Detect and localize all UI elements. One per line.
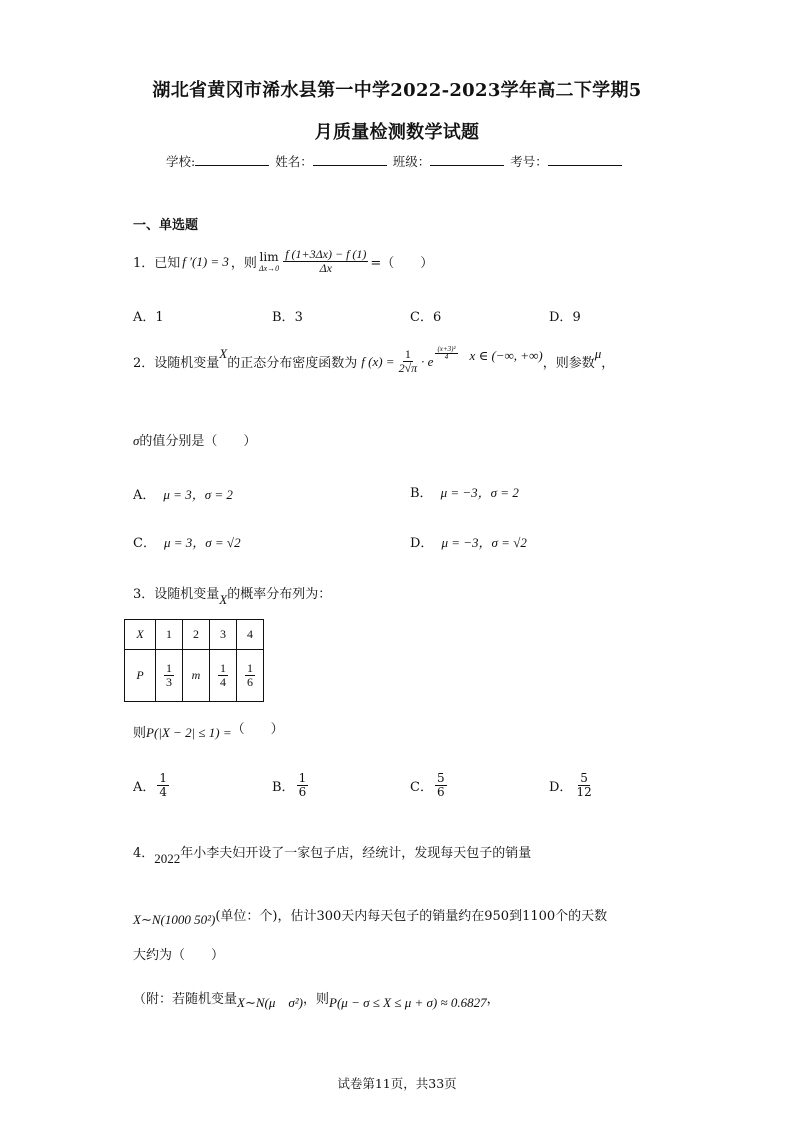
frac-numerator: 1: [220, 660, 226, 675]
table-cell: [237, 650, 264, 702]
q4-number: 4．: [133, 846, 155, 861]
frac-denominator: 4: [220, 675, 226, 689]
table-cell: [156, 650, 183, 702]
option-label: A．: [133, 310, 156, 325]
frac-numerator: 1: [298, 771, 307, 785]
q2-option-a[interactable]: [133, 484, 233, 503]
table-row: [125, 620, 264, 650]
q4-note-prefix: （附：若随机变量: [133, 992, 238, 1007]
exam-number-blank: [548, 154, 622, 166]
option-label: A．: [133, 488, 156, 503]
frac-numerator: 5: [436, 771, 445, 785]
page-title-line-2: 月质量检测数学试题: [314, 122, 480, 143]
q4-text-2: (单位：个)，估计300天内每天包子的销量约在950到1100个的天数: [215, 909, 608, 924]
q2-variable: X: [219, 345, 228, 361]
q2-exp-base: · e: [421, 353, 434, 369]
q3-option-d[interactable]: [549, 772, 596, 799]
option-label: C．: [410, 310, 433, 325]
q2-domain: x ∈ (−∞, +∞): [469, 347, 543, 363]
q4-note-mid: ，则: [303, 992, 330, 1007]
q2-text: 的正态分布密度函数为: [227, 356, 358, 372]
q1-denominator: Δx: [319, 261, 332, 276]
option-value: μ = 3，σ = √2: [163, 535, 241, 550]
q2-number: 2．设随机变量: [133, 356, 220, 372]
option-value: μ = −3，σ = 2: [440, 485, 519, 500]
option-value: 1: [155, 310, 164, 325]
name-blank: [313, 154, 387, 166]
name-label: 姓名：: [275, 154, 313, 169]
option-label: A．: [133, 780, 156, 796]
limit-symbol: lim: [259, 250, 279, 265]
q4-note: [133, 988, 500, 1010]
q2-mu: μ: [594, 345, 602, 361]
q1-limit: [259, 250, 279, 273]
exp-numerator: (x+3)²: [437, 344, 456, 353]
frac-denominator: 6: [436, 785, 445, 800]
q1-then: ，则: [230, 256, 257, 272]
frac-denominator: 6: [247, 675, 253, 689]
q3-variable: X: [219, 592, 228, 607]
option-label: B．: [272, 780, 295, 796]
q2-text-2: ，则参数: [542, 356, 595, 372]
table-cell: 3: [210, 620, 237, 650]
page-title-line-1: 湖北省黄冈市浠水县第一中学2022-2023学年高二下学期5: [152, 80, 642, 101]
frac-denominator: 6: [298, 785, 307, 800]
question-3: [133, 583, 332, 607]
q3-option-c[interactable]: [410, 772, 449, 799]
q3-option-b[interactable]: [272, 772, 310, 799]
q3-ask-expr: P(|X − 2| ≤ 1) =: [146, 725, 232, 740]
q3-text: 的概率分布列为：: [227, 587, 332, 602]
q1-option-a[interactable]: [133, 306, 164, 325]
exp-denominator: 4: [444, 353, 449, 362]
q2-option-b[interactable]: [410, 482, 519, 501]
option-value: μ = 3，σ = 2: [163, 487, 233, 502]
q2-line-2-text: 的值分别是（ ）: [139, 434, 257, 449]
table-row: [125, 650, 264, 702]
option-label: B．: [410, 486, 433, 501]
frac-numerator: 1: [159, 771, 168, 785]
frac-denominator: 12: [576, 785, 592, 800]
q1-option-d[interactable]: [549, 306, 581, 325]
school-label: 学校:: [166, 154, 196, 169]
question-2: [133, 344, 615, 376]
option-label: C．: [133, 536, 156, 551]
frac-numerator: 1: [166, 660, 172, 675]
limit-subscript: Δx→0: [258, 264, 280, 274]
class-blank: [430, 154, 504, 166]
q1-tail: =（ ）: [370, 256, 434, 272]
option-label: D．: [410, 536, 434, 551]
exam-number-label: 考号：: [510, 154, 548, 169]
q4-distribution: X∼N(1000 50²): [133, 912, 216, 927]
option-label: B．: [272, 310, 295, 325]
coef-numerator: 1: [404, 347, 411, 361]
student-info-row: [166, 152, 624, 170]
q2-option-d[interactable]: [410, 532, 527, 551]
q1-fraction: [283, 248, 368, 275]
q1-option-b[interactable]: [272, 306, 303, 325]
frac-denominator: 4: [159, 785, 168, 800]
school-blank: [195, 154, 269, 166]
q2-exponent: [435, 346, 457, 362]
question-4: [133, 842, 532, 866]
table-cell: m: [183, 650, 210, 702]
q4-text-1: 年小李夫妇开设了一家包子店，经统计，发现每天包子的销量: [180, 846, 532, 861]
q3-number: 3．设随机变量: [133, 587, 220, 602]
page-footer: 试卷第11页，共33页: [337, 1076, 457, 1091]
q2-option-c[interactable]: [133, 532, 241, 551]
q2-comma: ，: [601, 356, 615, 372]
q1-given: f ′(1) = 3: [182, 253, 229, 269]
q1-numerator: f (1+3Δx) − f (1): [285, 247, 367, 261]
q1-option-c[interactable]: [410, 306, 441, 325]
option-value: μ = −3，σ = √2: [441, 535, 527, 550]
q4-line-2: [133, 905, 608, 927]
table-cell: P: [125, 650, 156, 702]
q2-coefficient: [397, 348, 420, 375]
section-title: 一、单选题: [133, 218, 199, 233]
frac-numerator: 5: [580, 771, 588, 785]
q2-line-2: [133, 430, 256, 449]
table-cell: [210, 650, 237, 702]
q4-note-dist: X∼N(μ σ²): [237, 995, 304, 1010]
option-value: 6: [432, 310, 442, 325]
option-label: C．: [410, 780, 433, 796]
table-cell: X: [125, 620, 156, 650]
table-cell: 1: [156, 620, 183, 650]
distribution-table: [124, 619, 264, 702]
q4-note-prob: P(μ − σ ≤ X ≤ μ + σ) ≈ 0.6827: [329, 995, 487, 1010]
q4-line-3: 大约为（ ）: [133, 948, 225, 963]
class-label: 班级：: [392, 154, 431, 169]
frac-denominator: 3: [166, 675, 172, 689]
coef-denominator: 2√π: [398, 361, 418, 376]
question-1: [133, 248, 433, 275]
table-cell: 2: [183, 620, 210, 650]
q3-option-a[interactable]: [133, 772, 171, 799]
option-value: 9: [572, 310, 581, 325]
q4-year: 2022: [154, 851, 181, 866]
option-label: D．: [549, 310, 573, 325]
q4-note-tail: ，: [486, 992, 500, 1007]
option-value: 3: [294, 310, 303, 325]
q3-ask-prefix: 则: [133, 726, 147, 741]
q2-density-lhs: f (x) =: [361, 353, 395, 369]
q3-ask: [133, 722, 284, 741]
frac-numerator: 1: [247, 660, 253, 675]
q1-number: 1．已知: [133, 256, 181, 272]
q3-ask-tail: （ ）: [231, 722, 284, 737]
table-cell: 4: [237, 620, 264, 650]
option-label: D．: [549, 780, 573, 796]
q2-sigma: σ: [133, 433, 140, 448]
